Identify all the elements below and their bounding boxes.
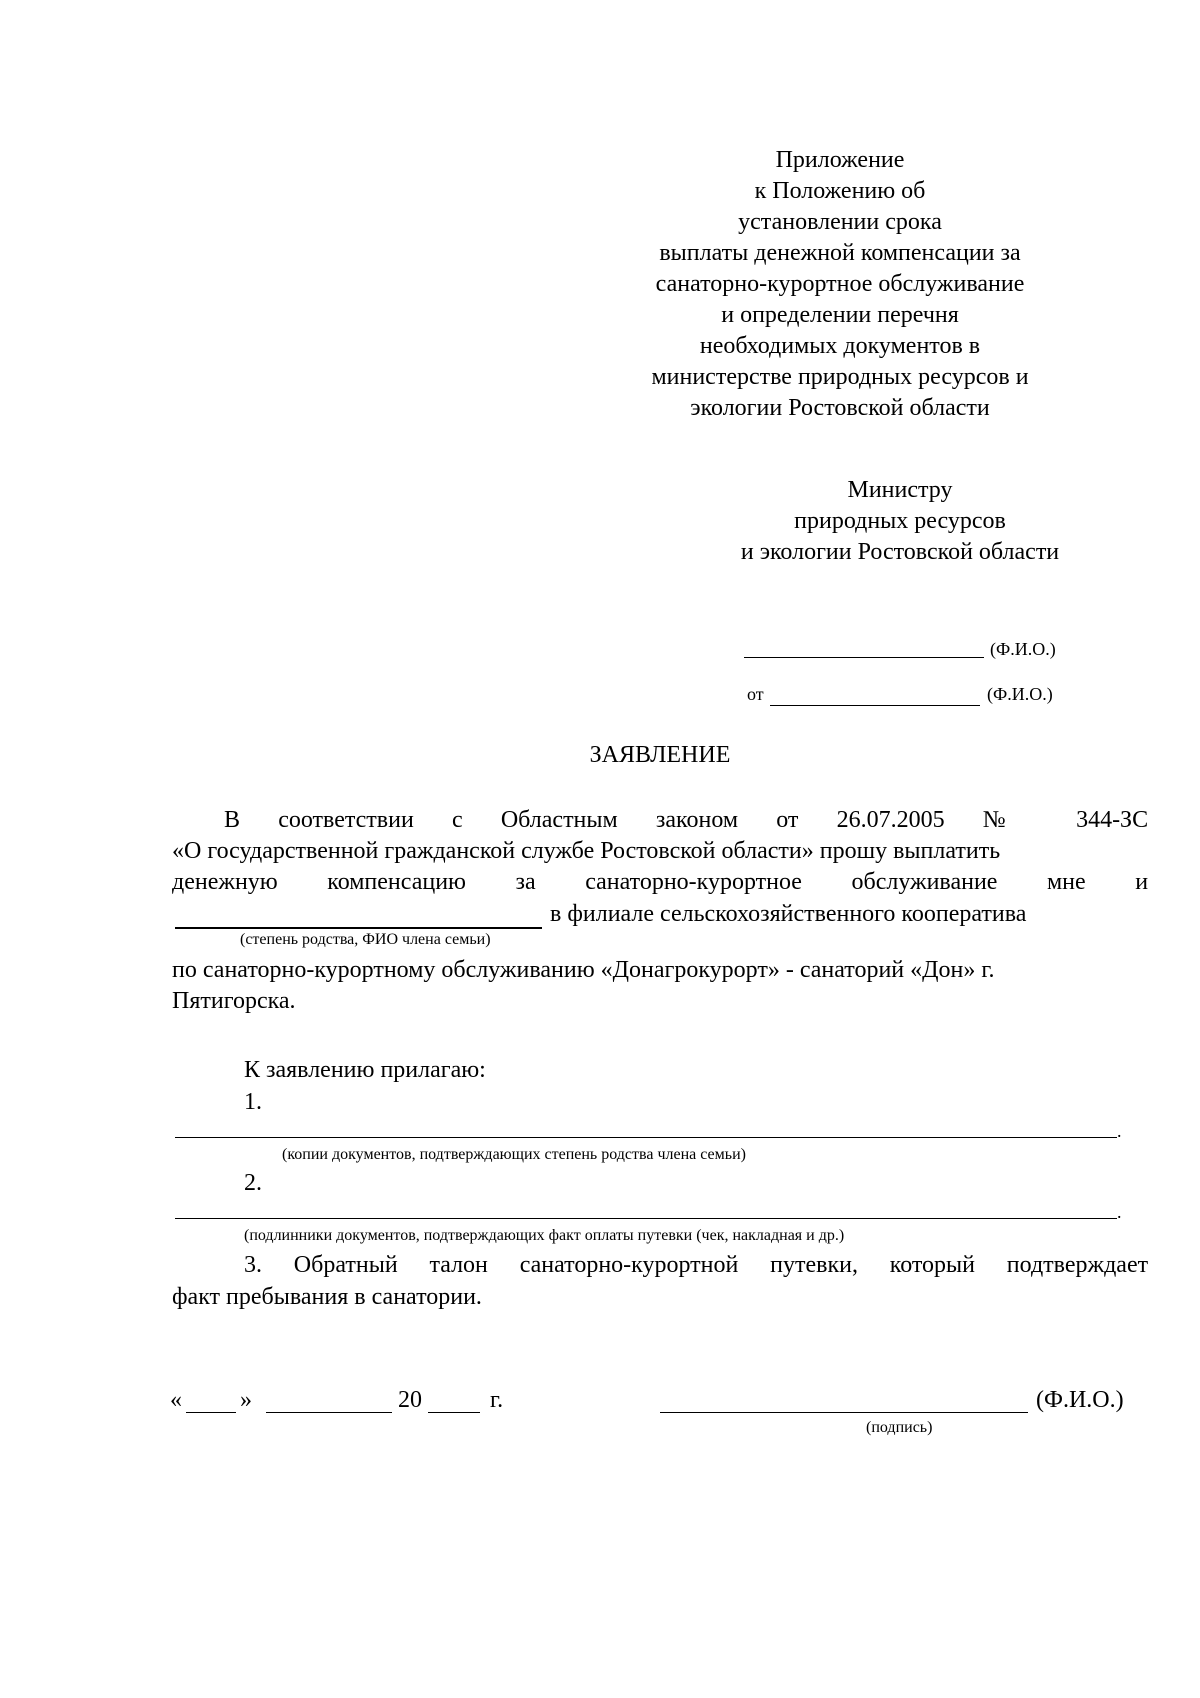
word: санаторно-курортной [519,1252,739,1278]
body-line-4-tail: в филиале сельскохозяйственного кооператива [550,901,1027,927]
word: компенсацию [327,869,466,895]
document-title: ЗАЯВЛЕНИЕ [589,742,731,768]
word: и [1135,869,1149,895]
word: подтверждает [1006,1252,1149,1278]
signature-caption: (подпись) [866,1419,933,1436]
date-month-field[interactable] [266,1412,392,1413]
attachment-2-caption: (подлинники документов, подтверждающих факт оплаты путевки (чек, накладная и др.) [244,1227,845,1244]
body-line-3 [172,867,1148,898]
appendix-line: министерстве природных ресурсов и [651,364,1029,390]
attachment-3-line-2: факт пребывания в санатории. [172,1284,482,1310]
date-year-suffix: г. [490,1387,504,1413]
addressee-line: Министру [847,477,953,503]
attachment-2-field[interactable] [175,1218,1117,1219]
word: Областным [500,807,618,833]
applicant-fio-field[interactable] [770,705,980,706]
attachment-3-line-1 [244,1250,1148,1281]
attachment-2-number: 2. [244,1170,262,1196]
word: 3. [244,1252,262,1278]
attachment-1-caption: (копии документов, подтверждающих степень родства члена семьи) [282,1146,746,1163]
word: мне [1046,869,1086,895]
word: В [224,807,241,833]
addressee-line: и экологии Ростовской области [740,539,1060,565]
appendix-line: установлении срока [738,209,942,235]
applicant-fio-label: (Ф.И.О.) [987,684,1053,704]
word: обслуживание [851,869,998,895]
word: талон [429,1252,488,1278]
appendix-line: и определении перечня [721,302,959,328]
attachment-1-number: 1. [244,1089,262,1115]
minister-fio-field[interactable] [744,657,984,658]
date-quote-close: » [240,1387,252,1413]
body-line-2: «О государственной гражданской службе Ростовской области» прошу выплатить [172,838,1001,864]
appendix-line: санаторно-курортное обслуживание [655,271,1025,297]
word: 26.07.2005 [836,807,945,833]
attachment-1-field[interactable] [175,1137,1117,1138]
word: 344-ЗС [1076,807,1149,833]
from-prefix: от [747,684,764,704]
minister-fio-label: (Ф.И.О.) [990,639,1056,659]
date-year-prefix: 20 [398,1387,422,1413]
word: путевки, [770,1252,858,1278]
appendix-line: выплаты денежной компенсации за [659,240,1021,266]
appendix-line: к Положению об [754,178,926,204]
word: за [515,869,536,895]
appendix-line: экологии Ростовской области [690,395,990,421]
attachment-2-period: . [1117,1202,1122,1222]
word: который [889,1252,976,1278]
word: соответствии [278,807,414,833]
relation-caption: (степень родства, ФИО члена семьи) [240,931,491,948]
body-line-1 [224,805,1148,836]
word: санаторно-курортное [585,869,802,895]
date-day-field[interactable] [186,1412,236,1413]
word: с [452,807,463,833]
word: № [982,807,1038,833]
signature-fio-label: (Ф.И.О.) [1036,1387,1124,1413]
attachment-1-period: . [1117,1121,1122,1141]
addressee-line: природных ресурсов [794,508,1006,534]
word: от [776,807,799,833]
word: Обратный [293,1252,398,1278]
body-line-6: Пятигорска. [172,988,296,1014]
word: законом [655,807,739,833]
word: денежную [172,869,278,895]
addressee-block [600,475,1200,568]
signature-field[interactable] [660,1412,1028,1413]
date-year-field[interactable] [428,1412,480,1413]
attachments-heading: К заявлению прилагаю: [244,1057,486,1083]
appendix-line: необходимых документов в [699,333,981,359]
appendix-line: Приложение [775,147,905,173]
date-quote-open: « [170,1387,182,1413]
body-line-5: по санаторно-курортному обслуживанию «Донагрокурорт» - санаторий «Дон» г. [172,957,995,983]
appendix-block [520,145,1160,424]
relation-field[interactable] [175,927,542,929]
